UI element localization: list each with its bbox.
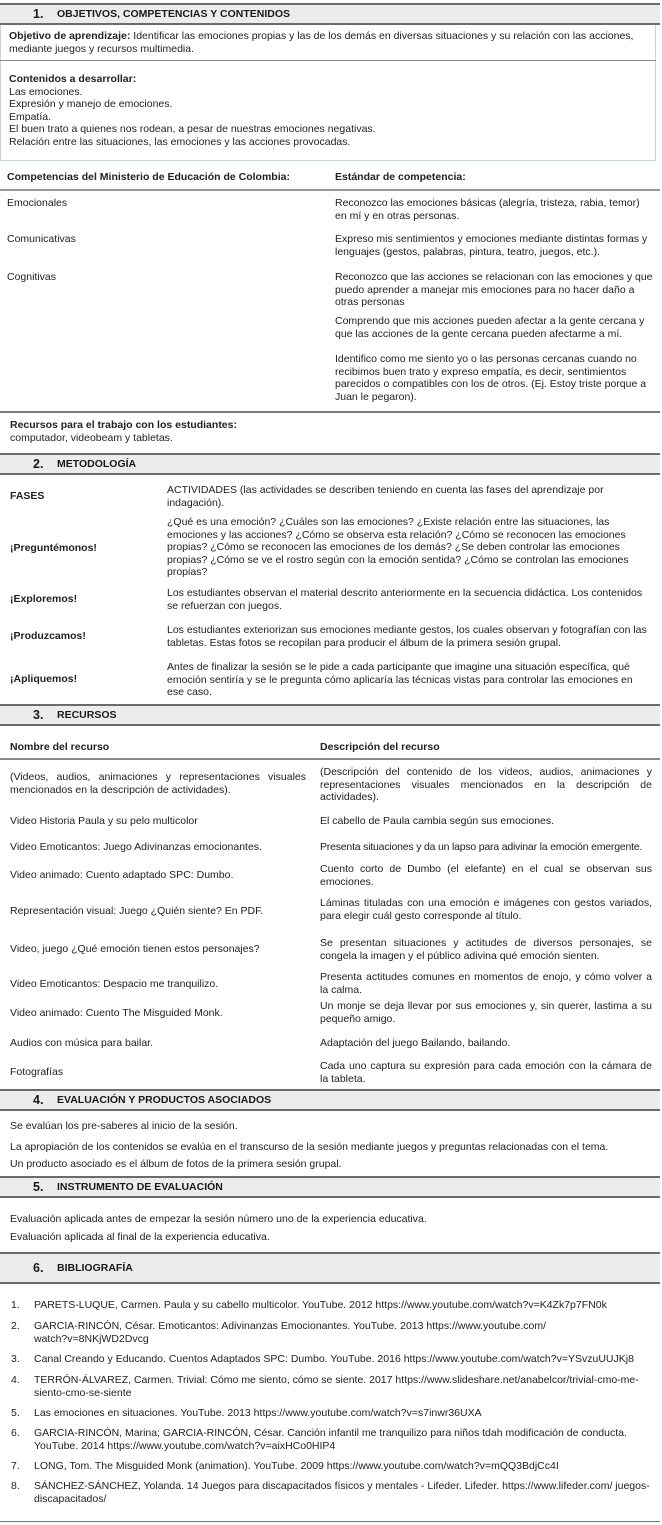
bibliografia-item — [11, 1460, 651, 1473]
section-header-bibliografia — [0, 1252, 660, 1284]
recurso-desc: Un monje se deja llevar por sus emociones y, sin querer, lastima a su pequeño amigo. — [320, 1000, 652, 1025]
instrumento-line: Evaluación aplicada al final de la experiencia educativa. — [10, 1231, 270, 1243]
competencias-header-left: Competencias del Ministerio de Educación de Colombia: — [7, 171, 290, 183]
recurso-desc: Presenta situaciones y da un lapso para adivinar la emoción emergente. — [320, 841, 643, 853]
fase-actividad: Los estudiantes exteriorizan sus emociones mediante gestos, los cuales observan y fotografían con las tabletas. Estas fotos se recopilan para producir el álbum de la primera sesión grupal. — [167, 624, 647, 649]
competencia-standard: Identifico como me siento yo o las personas cercanas cuando no recibimos buen trato y expreso empatía, es decir, sentimientos parecidos o compatibles con los de otros. (Ej. Estoy triste porque a Juan le pegaron). — [335, 353, 647, 403]
bibliografia-text[interactable]: SÁNCHEZ-SÁNCHEZ, Yolanda. 14 Juegos para discapacitados físicos y mentales - Lifeder. Lifeder. https://www.lifeder.com/ juegos-discapacitados/ — [34, 1480, 650, 1505]
recurso-header-name: Nombre del recurso — [10, 741, 110, 753]
section-title: EVALUACIÓN Y PRODUCTOS ASOCIADOS — [57, 1093, 272, 1106]
bibliografia-number: 1. — [11, 1299, 20, 1311]
bibliografia-item — [11, 1427, 651, 1452]
fase-label: ¡Preguntémonos! — [10, 542, 97, 554]
actividades-header: ACTIVIDADES (las actividades se describen teniendo en cuenta las fases del aprendizaje por indagación). — [167, 484, 604, 509]
bibliografia-number: 2. — [11, 1320, 20, 1332]
recurso-desc: Adaptación del juego Bailando, bailando. — [320, 1037, 511, 1049]
recurso-name: Fotografías — [10, 1066, 64, 1078]
section-title: OBJETIVOS, COMPETENCIAS Y CONTENIDOS — [57, 7, 290, 20]
section-number: 5. — [33, 1179, 44, 1194]
bibliografia-number: 5. — [11, 1407, 20, 1419]
bibliografia-number: 6. — [11, 1427, 20, 1439]
fase-label: ¡Produzcamos! — [10, 630, 86, 642]
competencia-name: Emocionales — [7, 197, 68, 209]
section-title: RECURSOS — [57, 708, 117, 721]
instrumento-line: Evaluación aplicada antes de empezar la sesión número uno de la experiencia educativa. — [10, 1213, 427, 1225]
bibliografia-text[interactable]: Las emociones en situaciones. YouTube. 2013 https://www.youtube.com/watch?v=s7inwr36UXA — [34, 1407, 482, 1419]
section-title: METODOLOGÍA — [57, 457, 137, 470]
bibliografia-text[interactable]: TERRÓN-ÁLVAREZ, Carmen. Trivial: Cómo me siento, cómo se siente. 2017 https://www.slideshare.net/anabelcor/trivial-cmo-me-siento-cmo-se-siente — [34, 1374, 639, 1399]
recurso-name: Video Historia Paula y su pelo multicolor — [10, 815, 198, 827]
evaluacion-line: La apropiación de los contenidos se evalúa en el transcurso de la sesión mediante juegos y preguntas relacionadas con el tema. — [10, 1141, 609, 1153]
divider — [0, 758, 660, 760]
recurso-desc: Cuento corto de Dumbo (el elefante) en el cual se observan sus emociones. — [320, 863, 652, 888]
contenidos-block — [9, 73, 649, 148]
objetivo-aprendizaje — [9, 30, 649, 55]
section-title: BIBLIOGRAFÍA — [57, 1261, 133, 1274]
contenido-item: Relación entre las situaciones, las emociones y las acciones provocadas. — [9, 135, 351, 148]
competencias-header-right: Estándar de competencia: — [335, 171, 466, 183]
fase-label: ¡Exploremos! — [10, 593, 78, 605]
recurso-desc: Se presentan situaciones y actitudes de diversos personajes, se congela la imagen y el público adivina qué emoción sienten. — [320, 937, 652, 962]
evaluacion-line: Un producto asociado es el álbum de fotos de la primera sesión grupal. — [10, 1158, 342, 1170]
fase-actividad: ¿Qué es una emoción? ¿Cuáles son las emociones? ¿Existe relación entre las situaciones, las emociones y las acciones? ¿Cómo se observa esta relación? ¿Cómo se reconocen las emociones propias? ¿Cómo se reconocen las emociones de los demás? ¿Se deben controlar las emociones propias? ¿Cómo se ve el rostro según con la emoción sentida? ¿Cómo se controlan las emociones propias? — [167, 516, 629, 578]
bibliografia-item — [11, 1320, 571, 1345]
section-title: INSTRUMENTO DE EVALUACIÓN — [57, 1180, 223, 1193]
bibliografia-item — [11, 1407, 651, 1420]
bibliografia-item — [11, 1374, 651, 1399]
recurso-desc: Cada uno captura su expresión para cada emoción con la cámara de la tableta. — [320, 1060, 652, 1085]
bibliografia-text[interactable]: PARETS-LUQUE, Carmen. Paula y su cabello multicolor. YouTube. 2012 https://www.youtube.com/watch?v=K4Zk7p7FN0k — [34, 1299, 607, 1311]
contenido-item: El buen trato a quienes nos rodean, a pesar de nuestras emociones negativas. — [9, 123, 376, 135]
recurso-header-desc: Descripción del recurso — [320, 741, 440, 753]
competencia-name: Comunicativas — [7, 233, 76, 245]
recurso-name: (Videos, audios, animaciones y representaciones visuales mencionados en la descripción de actividades). — [10, 771, 306, 796]
fases-header: FASES — [10, 490, 45, 502]
competencia-name: Cognitivas — [7, 271, 57, 283]
recurso-name: Video Emoticantos: Despacio me tranquilizo. — [10, 978, 219, 990]
bibliografia-number: 7. — [11, 1460, 20, 1472]
fase-actividad: Antes de finalizar la sesión se le pide a cada participante que imagine una situación específica, qué emoción sentiría y se le pregunta cómo aplicaría las técnicas vistas para controlar las emociones en ese caso. — [167, 661, 633, 698]
section-number: 1. — [33, 6, 44, 21]
recurso-name: Video animado: Cuento adaptado SPC: Dumbo. — [10, 869, 234, 881]
recurso-name: Audios con música para bailar. — [10, 1037, 153, 1049]
bibliografia-number: 3. — [11, 1353, 20, 1365]
contenidos-label: Contenidos a desarrollar: — [9, 73, 137, 85]
recurso-desc: Láminas tituladas con una emoción e imágenes con gestos variados, para elegir cuál gesto corresponde al título. — [320, 897, 652, 922]
recurso-desc: (Descripción del contenido de los videos, audios, animaciones y representaciones visuales mencionados en la descripción de actividades). — [320, 766, 652, 803]
contenido-item: Expresión y manejo de emociones. — [9, 98, 173, 110]
bibliografia-text[interactable]: LONG, Tom. The Misguided Monk (animation). YouTube. 2009 https://www.youtube.com/watch?v=mQQ3BdjCc4I — [34, 1460, 559, 1472]
section-number: 2. — [33, 456, 44, 471]
recursos-estudiantes-text: computador, videobeam y tabletas. — [10, 431, 173, 444]
competencia-standard: Comprendo que mis acciones pueden afectar a la gente cercana y que las acciones de la gente cercana pueden afectarme a mí. — [335, 315, 645, 340]
bibliografia-item — [11, 1353, 651, 1366]
section-header-metodologia — [0, 453, 660, 475]
evaluacion-line: Se evalúan los pre-saberes al inicio de la sesión. — [10, 1120, 238, 1132]
bibliografia-text[interactable]: GARCIA-RINCÓN, César. Emoticantos: Adivinanzas Emocionantes. YouTube. 2013 https://www.youtube.com/ watch?v=8NKjWD2Dvcg — [34, 1320, 547, 1345]
bibliografia-item — [11, 1480, 651, 1505]
divider — [0, 1521, 660, 1522]
contenido-item: Las emociones. — [9, 85, 83, 98]
recursos-estudiantes — [10, 419, 237, 444]
recurso-name: Video, juego ¿Qué emoción tienen estos personajes? — [10, 943, 260, 955]
recurso-name: Video animado: Cuento The Misguided Monk. — [10, 1007, 223, 1019]
bibliografia-item — [11, 1299, 651, 1312]
objetivo-text: Identificar las emociones propias y las de los demás en diversas situaciones y su relación con las acciones, mediante juegos y recursos multimedia. — [9, 30, 634, 55]
fase-actividad: Los estudiantes observan el material descrito anteriormente en la secuencia didáctica. Los contenidos se refuerzan con juegos. — [167, 587, 643, 612]
objetivo-label: Objetivo de aprendizaje: — [9, 30, 131, 42]
section-header-recursos — [0, 704, 660, 726]
section-header-evaluacion — [0, 1089, 660, 1111]
section-header-instrumento — [0, 1176, 660, 1198]
section-number: 4. — [33, 1092, 44, 1107]
competencia-standard: Reconozco las emociones básicas (alegría, tristeza, rabia, temor) en mí y en otras personas. — [335, 197, 640, 222]
section-number: 3. — [33, 707, 44, 722]
bibliografia-text[interactable]: Canal Creando y Educando. Cuentos Adaptados SPC: Dumbo. YouTube. 2016 https://www.youtube.com/watch?v=YSvzuUUJKj8 — [34, 1353, 634, 1365]
divider — [0, 60, 656, 61]
bibliografia-number: 8. — [11, 1480, 20, 1492]
bibliografia-number: 4. — [11, 1374, 20, 1386]
recursos-estudiantes-label: Recursos para el trabajo con los estudiantes: — [10, 419, 237, 431]
divider — [0, 411, 660, 413]
bibliografia-text[interactable]: GARCIA-RINCÓN, Marina; GARCIA-RINCÓN, César. Canción infantil me tranquilizo para niños tdah modificación de conducta. YouTube. 2014 https://www.youtube.com/watch?v=aixHCo0HIP4 — [34, 1427, 627, 1452]
competencia-standard: Expreso mis sentimientos y emociones mediante distintas formas y lenguajes (gestos, palabras, pintura, teatro, juegos, etc.). — [335, 233, 648, 258]
recurso-name: Representación visual: Juego ¿Quién siente? En PDF. — [10, 905, 264, 917]
recurso-desc: Presenta actitudes comunes en momentos de enojo, y cómo volver a la calma. — [320, 971, 652, 996]
recurso-desc: El cabello de Paula cambia según sus emociones. — [320, 815, 555, 827]
competencia-standard: Reconozco que las acciones se relacionan con las emociones y que puedo aprender a manejar mis emociones para no hacer daño a otras personas — [335, 271, 653, 308]
fase-label: ¡Apliquemos! — [10, 673, 78, 685]
section-header-objetivos — [0, 3, 660, 25]
section-number: 6. — [33, 1260, 44, 1275]
contenido-item: Empatía. — [9, 110, 52, 123]
divider — [0, 189, 660, 191]
recurso-name: Video Emoticantos: Juego Adivinanzas emocionantes. — [10, 841, 262, 853]
